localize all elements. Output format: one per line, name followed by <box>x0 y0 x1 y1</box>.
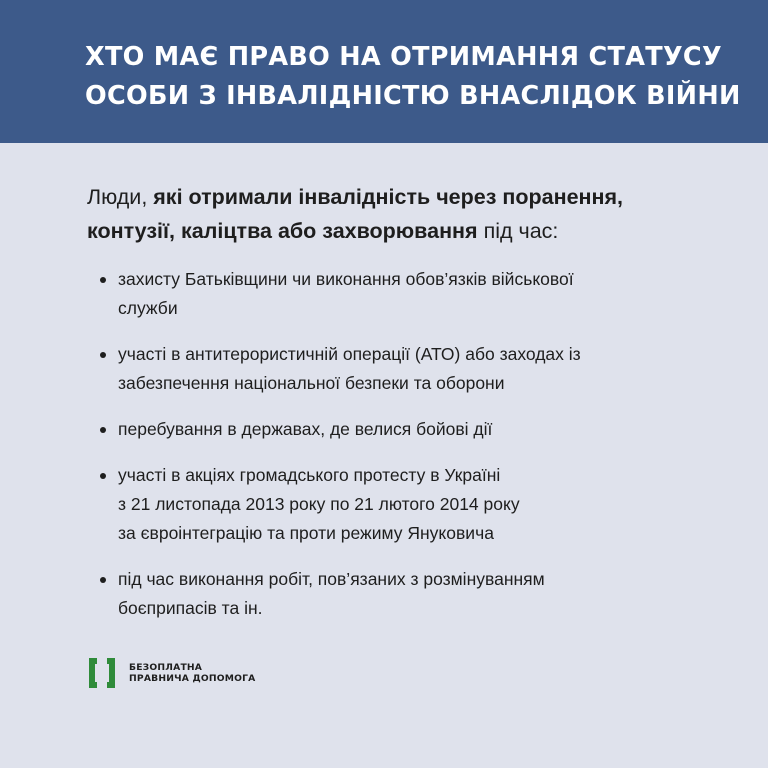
list-item-line: з 21 листопада 2013 року по 21 лютого 2014 року <box>118 494 520 514</box>
title-line-1: ХТО МАЄ ПРАВО НА ОТРИМАННЯ СТАТУСУ <box>85 42 722 72</box>
list-item-line: за євроінтеграцію та проти режиму Януковича <box>118 523 494 543</box>
header-banner <box>0 0 768 143</box>
list-item-line: забезпечення національної безпеки та оборони <box>118 373 505 393</box>
intro-text-end: під час: <box>477 219 559 243</box>
logo-line-1: БЕЗОПЛАТНА <box>129 662 203 673</box>
list-item-line: перебування в державах, де велися бойові дії <box>118 419 493 439</box>
logo-text <box>129 662 255 684</box>
list-item <box>100 565 700 623</box>
list-item-line: боєприпасів та ін. <box>118 598 263 618</box>
title-line-2: ОСОБИ З ІНВАЛІДНІСТЮ ВНАСЛІДОК ВІЙНИ <box>85 81 741 111</box>
list-item-line: захисту Батьківщини чи виконання обов’язків військової <box>118 269 574 289</box>
list-item <box>100 415 700 444</box>
list-item <box>100 461 700 548</box>
list-item-line: під час виконання робіт, пов’язаних з розмінуванням <box>118 569 545 589</box>
intro-paragraph <box>87 180 707 248</box>
list-item <box>100 265 700 323</box>
logo <box>87 656 255 690</box>
intro-bold-text: які отримали інвалідність через поранення, контузії, каліцтва або захворювання <box>87 185 624 243</box>
intro-text-start: Люди, <box>87 185 154 209</box>
list-item <box>100 340 700 398</box>
list-item-line: участі в антитерористичній операції (АТО) або заходах із <box>118 344 581 364</box>
bracket-logo-icon <box>87 656 117 690</box>
list-item-line: участі в акціях громадського протесту в Україні <box>118 465 501 485</box>
page-title <box>85 38 741 116</box>
conditions-list <box>100 265 700 640</box>
logo-line-2: ПРАВНИЧА ДОПОМОГА <box>129 673 256 684</box>
list-item-line: служби <box>118 298 178 318</box>
